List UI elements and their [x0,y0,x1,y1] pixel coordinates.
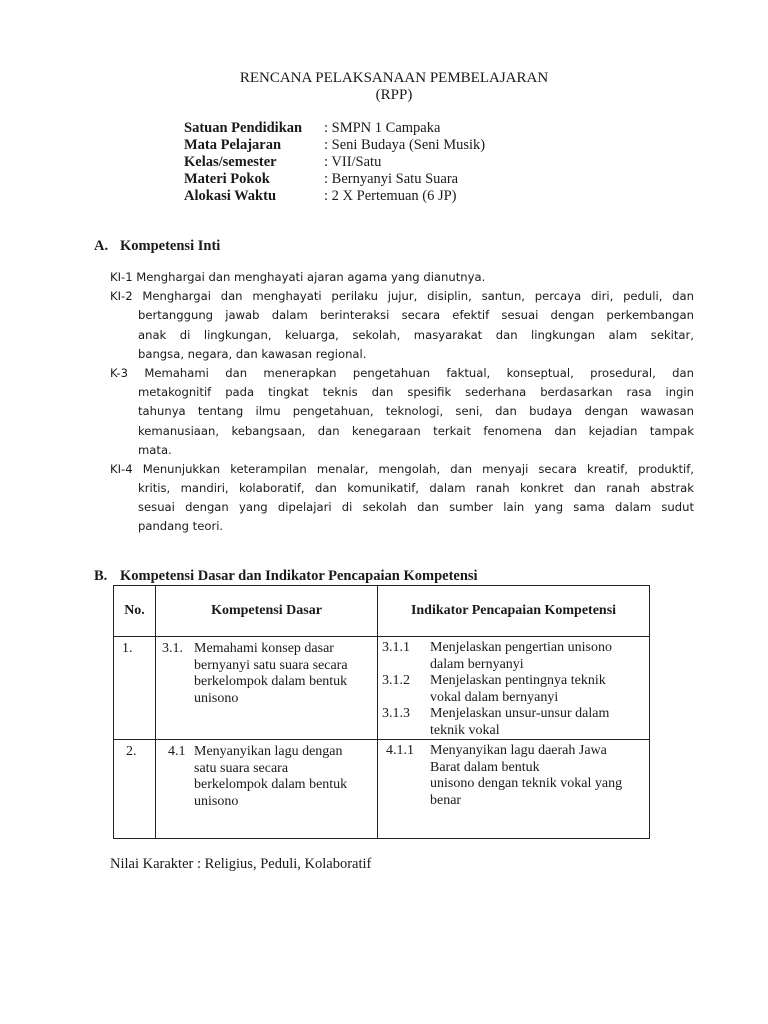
kd-text-line: Menyanyikan lagu dengan [194,744,343,759]
identity-row [184,137,485,154]
indicator-number: 3.1.3 [382,706,410,721]
kd-cell [156,740,378,839]
kd-item [156,637,377,707]
ki-text: Menghargai dan menghayati perilaku jujur, disiplin, santun, percaya diri, peduli, dan [142,289,694,304]
column-header-indikator: Indikator Pencapaian Kompetensi [378,586,650,637]
kd-text-line: berkelompok dalam bentuk [194,674,348,689]
indicator-number: 3.1.2 [382,673,410,688]
identity-value: : 2 X Pertemuan (6 JP) [324,188,457,204]
kompetensi-dasar-table [113,585,650,839]
identity-label: Satuan Pendidikan [184,120,303,136]
ki-line: metakognitif pada tingkat teknis dan spesifik sederhana berdasarkan rasa ingin [138,385,694,400]
indicator-cell [378,740,650,839]
row-number: 2. [126,744,137,759]
indicator-item [382,740,645,809]
indicator-item [382,673,645,706]
indicator-text [430,640,645,673]
kompetensi-inti-list [110,268,694,537]
section-b-heading [94,568,478,585]
indicator-text-line: vokal dalam bernyanyi [430,689,559,705]
indicator-text [430,673,645,706]
indicator-text-line: Barat dalam bentuk [430,759,540,775]
ki-line: bangsa, negara, dan kawasan regional. [138,346,367,361]
indicator-text-line: Menyanyikan lagu daerah Jawa [430,743,607,758]
ki-line: sesuai dengan yang dipelajari di sekolah dan sumber lain yang sama dalam sudut [138,500,694,515]
indicator-item [382,637,645,673]
document-subtitle: (RPP) [375,87,413,103]
indicator-text-line: unisono dengan teknik vokal yang [430,776,623,791]
ki-line: kemanusiaan, kebangsaan, dan kenegaraan terkait fenomena dan kejadian tampak [138,423,694,438]
kd-cell [156,637,378,740]
kd-text [194,641,373,707]
nilai-karakter: Nilai Karakter : Religius, Peduli, Kolaboratif [110,856,372,872]
indicator-text [430,706,645,739]
indicator-cell [378,637,650,740]
identity-value: : VII/Satu [324,154,382,170]
ki-line [110,287,694,306]
kd-number: 3.1. [162,641,183,656]
identity-row [184,120,485,137]
ki-line: bertanggung jawab dalam berinteraksi secara efektif sesuai dengan perkembangan [138,308,694,323]
row-number: 1. [122,641,133,656]
ki-line: mata. [138,442,172,457]
ki-line: anak di lingkungan, keluarga, sekolah, masyarakat dan lingkungan alam sekitar, [138,327,694,342]
indicator-number: 4.1.1 [386,743,414,758]
indicator-text [430,743,645,809]
section-letter: B. [94,568,108,584]
column-header-no: No. [114,586,156,637]
indicator-text-line: dalam bernyanyi [430,656,524,672]
ki-line: tahunya tentang ilmu pengetahuan, teknologi, seni, dan budaya dengan wawasan [138,404,694,419]
identity-value: : Bernyanyi Satu Suara [324,171,459,187]
kd-text-line: bernyanyi satu suara secara [194,657,348,673]
document-title: RENCANA PELAKSANAAN PEMBELAJARAN [239,70,549,86]
indicator-number: 3.1.1 [382,640,410,655]
row-number-cell [114,740,156,839]
indicator-list [378,740,649,809]
ki-code: K-3 [110,365,128,380]
identity-label: Kelas/semester [184,154,277,170]
indicator-text-line: Menjelaskan pentingnya teknik [430,673,606,688]
section-title: Kompetensi Dasar dan Indikator Pencapaian Kompetensi [120,568,478,584]
section-letter: A. [94,238,109,254]
kd-text-line: satu suara secara [194,760,289,776]
kd-text-line: Memahami konsep dasar [194,641,334,656]
ki-line [110,268,694,287]
ki-line [110,364,694,383]
ki-line: pandang teori. [138,519,224,534]
identity-row [184,154,485,171]
ki-text: Menunjukkan keterampilan menalar, mengolah, dan menyaji secara kreatif, produktif, [142,461,694,476]
ki-line [110,460,694,479]
ki-text: Memahami dan menerapkan pengetahuan faktual, konseptual, prosedural, dan [144,365,694,380]
identity-row [184,188,485,205]
table-row [114,637,650,740]
kd-text-line: unisono [194,793,239,809]
row-number-cell [114,637,156,740]
identity-value: : Seni Budaya (Seni Musik) [324,137,486,153]
table-row [114,740,650,839]
ki-line: kritis, mandiri, kolaboratif, dan komunikatif, dalam ranah konkret dan ranah abstrak [138,481,694,496]
indicator-text-line: Menjelaskan pengertian unisono [430,640,612,655]
kd-number: 4.1 [168,744,186,759]
identity-label: Alokasi Waktu [184,188,277,204]
identity-block [184,120,485,205]
section-title: Kompetensi Inti [120,238,221,254]
ki-code: KI-4 [110,461,133,476]
kd-text-line: berkelompok dalam bentuk [194,777,348,792]
section-a-heading [94,238,220,255]
identity-value: : SMPN 1 Campaka [324,120,441,136]
identity-row [184,171,485,188]
ki-code: KI-2 [110,289,133,304]
ki-code: KI-1 [110,270,133,284]
indicator-text-line: Menjelaskan unsur-unsur dalam [430,706,610,721]
indicator-list [378,637,649,739]
kd-item [156,740,377,810]
indicator-text-line: teknik vokal [430,722,500,738]
column-header-kd: Kompetensi Dasar [156,586,378,637]
identity-label: Materi Pokok [184,171,270,187]
ki-text: Menghargai dan menghayati ajaran agama yang dianutnya. [136,270,486,284]
kd-text [194,744,373,810]
indicator-text-line: benar [430,792,462,808]
table-header-row [114,586,650,637]
indicator-item [382,706,645,739]
kd-text-line: unisono [194,690,239,706]
identity-label: Mata Pelajaran [184,137,282,153]
